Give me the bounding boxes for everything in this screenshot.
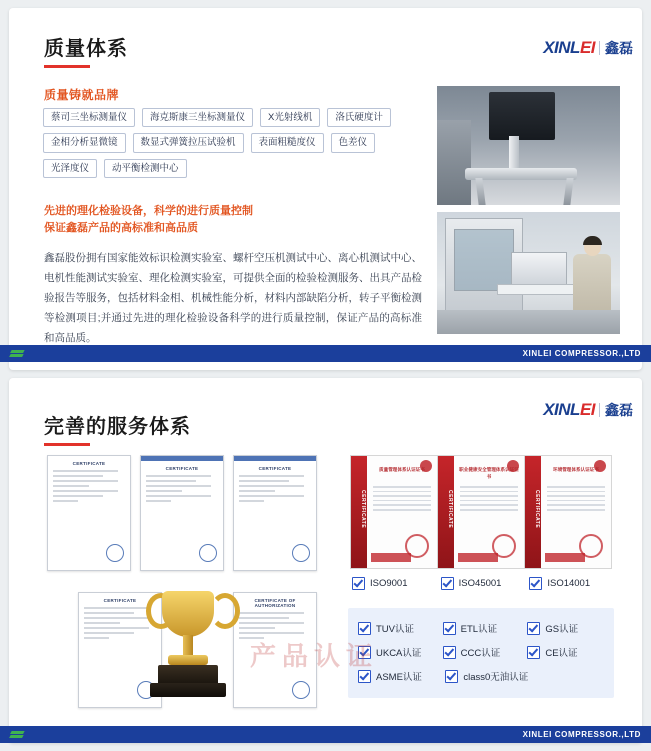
certification-panel	[348, 608, 614, 698]
equipment-tag: 数显式弹簧拉压试验机	[133, 133, 244, 152]
certification-label: CCC认证	[460, 648, 501, 659]
certificate-body-lines	[547, 486, 605, 514]
company-mark-icon	[10, 349, 24, 359]
certificate-stamp-icon	[492, 534, 516, 558]
laboratory-photo	[437, 212, 620, 334]
certificate-document[interactable]	[233, 455, 317, 571]
certificate-heading: CERTIFICATE	[258, 466, 292, 471]
certification-item-ccc[interactable]	[439, 640, 524, 664]
red-certificate[interactable]	[524, 455, 612, 569]
certificate-spine-label: CERTIFICATE	[534, 490, 540, 529]
certification-label: GS认证	[545, 624, 579, 635]
certification-row	[354, 616, 608, 640]
brand-chinese: 鑫磊	[599, 41, 633, 55]
equipment-tag: 金相分析显微镜	[43, 133, 126, 152]
certification-item-class0[interactable]	[441, 664, 608, 688]
certification-label: CE认证	[545, 648, 578, 659]
testing-machine	[511, 252, 567, 288]
certificate-seal-icon	[292, 544, 310, 562]
red-certificate[interactable]	[350, 455, 438, 569]
certification-label: ISO9001	[370, 578, 408, 589]
checkbox-checked-icon[interactable]	[352, 577, 365, 590]
brand-logo-service	[543, 400, 633, 420]
certification-label: UKCA认证	[376, 648, 422, 659]
certification-item-iso45001[interactable]	[437, 572, 526, 595]
trophy-handle	[210, 593, 240, 629]
trophy-base-top	[168, 655, 208, 665]
certificate-heading: CERTIFICATE	[72, 461, 106, 466]
certificate-document[interactable]	[140, 455, 224, 571]
certificate-body-lines	[460, 486, 518, 514]
equipment-tag-list	[43, 108, 423, 178]
watermark-text: 产品认证	[250, 641, 379, 671]
brand-chinese: 鑫磊	[599, 403, 633, 417]
certificate-spine-label: CERTIFICATE	[360, 490, 366, 529]
equipment-tag: X光射线机	[260, 108, 320, 127]
certification-label: ISO14001	[547, 578, 591, 589]
footer-company-text: XINLEI COMPRESSOR.,LTD	[522, 349, 641, 358]
quality-highlight-line2: 保证鑫磊产品的高标准和高品质	[44, 222, 198, 234]
certification-item-ce[interactable]	[523, 640, 608, 664]
certificate-title: 质量管理体系认证证书	[379, 467, 425, 472]
equipment-tag: 洛氏硬度计	[327, 108, 391, 127]
certificate-spine	[438, 456, 454, 568]
certificate-title: 环境管理体系认证证书	[553, 467, 599, 472]
checkbox-checked-icon[interactable]	[358, 646, 371, 659]
cabinet-glass-door	[454, 229, 514, 291]
certificate-heading: CERTIFICATE	[165, 466, 199, 471]
certification-label: ASME认证	[376, 672, 422, 683]
equipment-tag: 蔡司三坐标测量仪	[43, 108, 135, 127]
certificate-spine-label: CERTIFICATE	[447, 490, 453, 529]
certification-label: TUV认证	[376, 624, 415, 635]
certificate-seal-icon	[292, 681, 310, 699]
certificate-title: 职业健康安全管理体系认证证书	[459, 467, 519, 479]
equipment-tag: 动平衡检测中心	[104, 159, 187, 178]
certificate-heading: CERTIFICATE OF AUTHORIZATION	[254, 598, 296, 608]
award-trophy	[140, 583, 236, 705]
checkbox-checked-icon[interactable]	[358, 670, 371, 683]
certificate-body-lines	[373, 486, 431, 514]
certification-label: class0无油认证	[463, 672, 529, 683]
certification-item-asme[interactable]	[354, 664, 441, 688]
page-title-quality: 质量体系	[44, 32, 128, 61]
company-mark-icon	[10, 730, 24, 740]
coordinate-measuring-machine-photo	[437, 86, 620, 205]
brand-latin: XINLEI	[543, 400, 595, 419]
certificate-document[interactable]	[47, 455, 131, 571]
certificate-stamp-icon	[579, 534, 603, 558]
checkbox-checked-icon[interactable]	[358, 622, 371, 635]
certificate-seal-icon	[199, 544, 217, 562]
footer-bar-service	[0, 726, 651, 743]
brand-latin: XINLEI	[543, 38, 595, 57]
footer-company-text: XINLEI COMPRESSOR.,LTD	[522, 730, 641, 739]
certificate-seal-icon	[106, 544, 124, 562]
checkbox-checked-icon[interactable]	[527, 622, 540, 635]
machine-probe-arm	[509, 136, 519, 170]
lab-floor	[437, 310, 620, 334]
quality-highlight	[44, 203, 434, 237]
footer-bar-quality	[0, 345, 651, 362]
checkbox-checked-icon[interactable]	[441, 577, 454, 590]
red-certificate[interactable]	[437, 455, 525, 569]
trophy-stem	[183, 635, 193, 657]
certification-label: ISO45001	[458, 578, 502, 589]
certification-label: ETL认证	[460, 624, 498, 635]
certification-item-tuv[interactable]	[354, 616, 439, 640]
certificate-footer-band	[545, 553, 585, 562]
machine-side-panel	[437, 120, 471, 205]
certification-row	[354, 640, 608, 664]
quality-body-text: 鑫磊股份拥有国家能效标识检测实验室、螺杆空压机测试中心、离心机测试中心、电机性能测试实验室、理化检测实验室，可提供全面的检验检测服务、出具产品检验报告等服务，包括材料金相、机械性能分析，材料内部缺陷分析，转子平衡检测等检测项目;并通过先进的理化检验设备科学的进行质量控制，保证产品的高标准和高品质。	[44, 252, 422, 344]
brand-logo-quality	[543, 38, 633, 58]
certificate-heading: CERTIFICATE	[103, 598, 137, 603]
certificate-document[interactable]	[233, 592, 317, 708]
certification-item-iso9001[interactable]	[348, 572, 437, 595]
checkbox-checked-icon[interactable]	[529, 577, 542, 590]
certificate-spine	[351, 456, 367, 568]
certificate-spine	[525, 456, 541, 568]
equipment-tag: 光泽度仪	[43, 159, 97, 178]
certification-item-ukca[interactable]	[354, 640, 439, 664]
certification-item-etl[interactable]	[439, 616, 524, 640]
equipment-tag: 海克斯康三坐标测量仪	[142, 108, 253, 127]
certification-row-iso	[348, 572, 614, 595]
trophy-cup	[162, 591, 214, 637]
certificate-gallery	[47, 455, 337, 705]
certificate-stamp-icon	[405, 534, 429, 558]
trophy-base-bottom	[150, 683, 226, 697]
checkbox-checked-icon[interactable]	[445, 670, 458, 683]
trophy-base-middle	[158, 665, 218, 685]
certification-row	[354, 664, 608, 688]
subtitle-quality-brand: 质量铸就品牌	[44, 88, 120, 102]
quality-highlight-line1: 先进的理化检验设备，科学的进行质量控制	[44, 205, 253, 217]
certificate-footer-band	[458, 553, 498, 562]
certification-item-iso14001[interactable]	[525, 572, 614, 595]
checkbox-checked-icon[interactable]	[527, 646, 540, 659]
equipment-tag: 色差仪	[331, 133, 376, 152]
machine-head	[489, 92, 555, 140]
certification-item-gs[interactable]	[523, 616, 608, 640]
page-title-service: 完善的服务体系	[44, 410, 191, 439]
checkbox-checked-icon[interactable]	[443, 622, 456, 635]
certificate-footer-band	[371, 553, 411, 562]
checkbox-checked-icon[interactable]	[443, 646, 456, 659]
equipment-tag: 表面粗糙度仪	[251, 133, 324, 152]
